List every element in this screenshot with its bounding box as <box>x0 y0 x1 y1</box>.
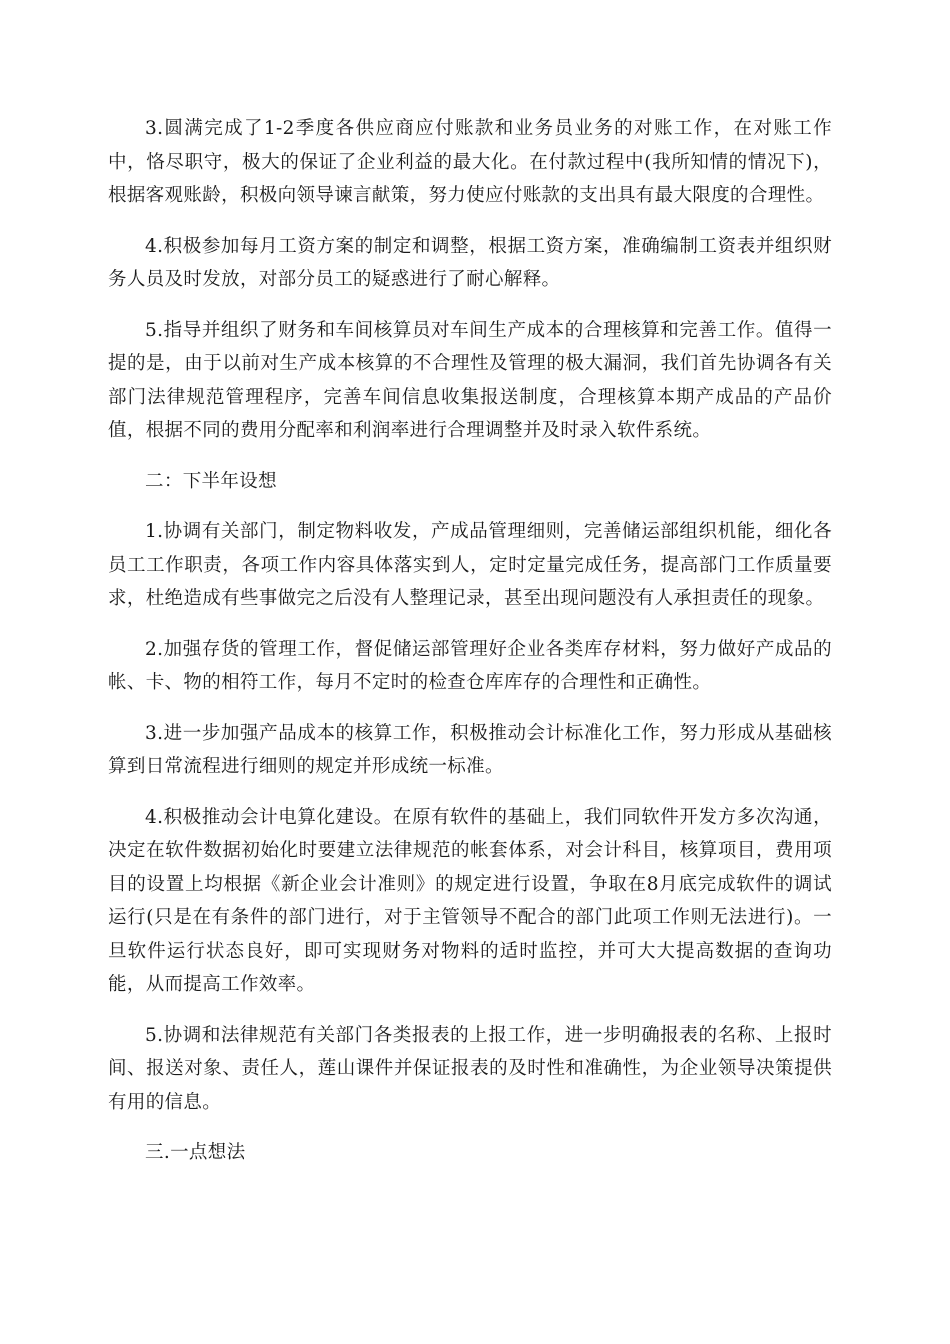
paragraph-coordination: 1.协调有关部门，制定物料收发，产成品管理细则，完善储运部组织机能，细化各员工工作职责，各项工作内容具体落实到人，定时定量完成任务，提高部门工作质量要求，杜绝造成有些事做完之后没有人整理记录，甚至出现问题没有人承担责任的现象。 <box>108 521 832 609</box>
section-heading-second-half-plan: 二：下半年设想 <box>145 470 277 492</box>
paragraph-production-cost: 5.指导并组织了财务和车间核算员对车间生产成本的合理核算和完善工作。值得一提的是，由于以前对生产成本核算的不合理性及管理的极大漏洞，我们首先协调各有关部门法律规范管理程序，完善车间信息收集报送制度，合理核算本期产成品的产品价值，根据不同的费用分配率和利润率进行合理调整并及时录入软件系统。 <box>108 319 832 441</box>
paragraph-cost-accounting: 3.进一步加强产品成本的核算工作，积极推动会计标准化工作，努力形成从基础核算到日常流程进行细则的规定并形成统一标准。 <box>108 722 832 777</box>
paragraph-computerization: 4.积极推动会计电算化建设。在原有软件的基础上，我们同软件开发方多次沟通，决定在软件数据初始化时要建立法律规范的帐套体系，对会计科目，核算项目，费用项目的设置上均根据《新企业会计准则》的规定进行设置，争取在8月底完成软件的调试运行(只是在有条件的部门进行，对于主管领导不配合的部门此项工作则无法进行)。一旦软件运行状态良好，即可实现财务对物料的适时监控，并可大大提高数据的查询功能，从而提高工作效率。 <box>108 806 832 995</box>
paragraph-inventory: 2.加强存货的管理工作，督促储运部管理好企业各类库存材料，努力做好产成品的帐、卡、物的相符工作，每月不定时的检查仓库库存的合理性和正确性。 <box>108 638 832 693</box>
paragraph-payroll: 4.积极参加每月工资方案的制定和调整，根据工资方案，准确编制工资表并组织财务人员及时发放，对部分员工的疑惑进行了耐心解释。 <box>108 235 832 290</box>
document-body <box>108 112 832 1187</box>
section-heading-thoughts: 三.一点想法 <box>145 1142 246 1163</box>
paragraph-reconciliation: 3.圆满完成了1-2季度各供应商应付账款和业务员业务的对账工作，在对账工作中，恪尽职守，极大的保证了企业利益的最大化。在付款过程中(我所知情的情况下)，根据客观账龄，积极向领导谏言献策，努力使应付账款的支出具有最大限度的合理性。 <box>108 118 832 206</box>
paragraph-reporting: 5.协调和法律规范有关部门各类报表的上报工作，进一步明确报表的名称、上报时间、报送对象、责任人，莲山课件并保证报表的及时性和准确性，为企业领导决策提供有用的信息。 <box>108 1024 832 1113</box>
